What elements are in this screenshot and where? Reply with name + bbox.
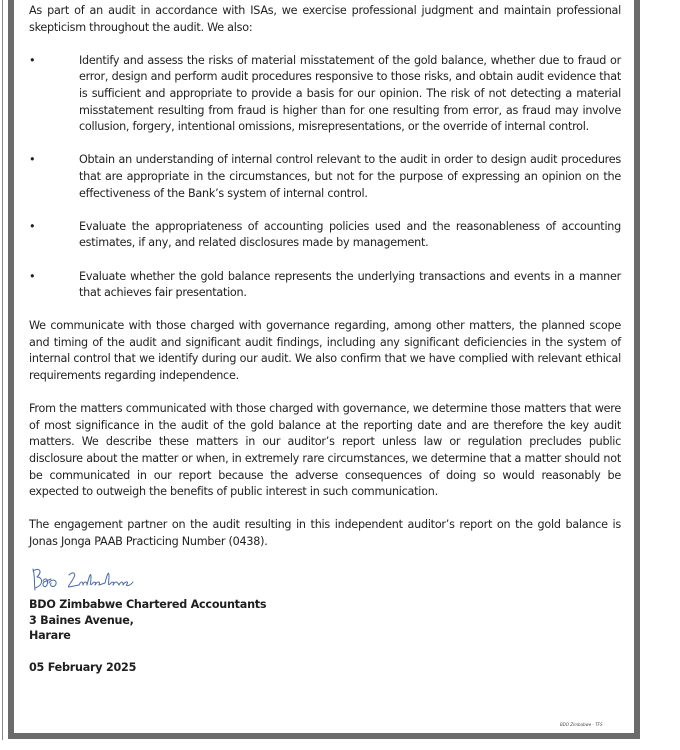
bullet-icon: • xyxy=(29,219,36,233)
key-audit-matters-paragraph: From the matters communicated with those charged with governance, we determine those matters that were of most significance in the audit of the gold balance at the reporting date and are therefore the key audit matters. We describe these matters in our auditor’s report unless law or regulation precludes public disclosure about the matter or when, in extremely rare circumstances, we determine that a matter should not be communicated in our report because the adverse consequences of doing so would reasonably be expected to outweigh the benefits of public interest in such communication. xyxy=(29,402,621,499)
list-item xyxy=(29,219,621,252)
signature-icon xyxy=(29,563,149,595)
footer-reference: BDO Zimbabwe - TFS xyxy=(560,722,603,727)
engagement-partner-paragraph: The engagement partner on the audit resulting in this independent auditor’s report on the gold balance is Jonas Jonga PAAB Practicing Number (0438). xyxy=(29,518,621,548)
list-item-text: Evaluate the appropriateness of accounting policies used and the reasonableness of accounting estimates, if any, and related disclosures made by management. xyxy=(79,219,621,250)
firm-city: Harare xyxy=(29,629,71,643)
list-item-text: Identify and assess the risks of material misstatement of the gold balance, whether due to fraud or error, design and perform audit procedures responsive to those risks, and obtain audit evidence that is sufficient and appropriate to provide a basis for our opinion. The risk of not detecting a material misstatement resulting from fraud is higher than for one resulting from error, as fraud may involve collusion, forgery, intentional omissions, misrepresentations, or the override of internal control. xyxy=(79,53,621,134)
list-item xyxy=(29,152,621,202)
list-item-text: Obtain an understanding of internal control relevant to the audit in order to design audit procedures that are appropriate in the circumstances, but not for the purpose of expressing an opinion on the effectiveness of the Bank’s system of internal control. xyxy=(79,153,621,200)
handwritten-signature xyxy=(29,563,621,595)
bullet-icon: • xyxy=(29,269,36,283)
bullet-icon: • xyxy=(29,53,36,67)
bullet-icon: • xyxy=(29,153,36,167)
list-item-text: Evaluate whether the gold balance represents the underlying transactions and events in a manner that achieves fair presentation. xyxy=(79,269,621,300)
document-content xyxy=(29,3,621,676)
outer-edge-line xyxy=(2,0,3,740)
governance-paragraph: We communicate with those charged with governance regarding, among other matters, the planned scope and timing of the audit and significant audit findings, including any significant deficiencies in the system of internal control that we identify during our audit. We also confirm that we have complied with relevant ethical requirements regarding independence. xyxy=(29,319,621,383)
intro-paragraph: As part of an audit in accordance with ISAs, we exercise professional judgment and maintain professional skepticism throughout the audit. We also: xyxy=(29,4,621,34)
report-date: 05 February 2025 xyxy=(29,660,137,674)
responsibilities-list xyxy=(29,53,621,302)
page-frame-bottom xyxy=(8,733,640,739)
firm-address: 3 Baines Avenue, xyxy=(29,613,134,627)
list-item xyxy=(29,269,621,302)
list-item xyxy=(29,53,621,136)
firm-name: BDO Zimbabwe Chartered Accountants xyxy=(29,598,267,612)
page-frame-right xyxy=(634,0,640,739)
